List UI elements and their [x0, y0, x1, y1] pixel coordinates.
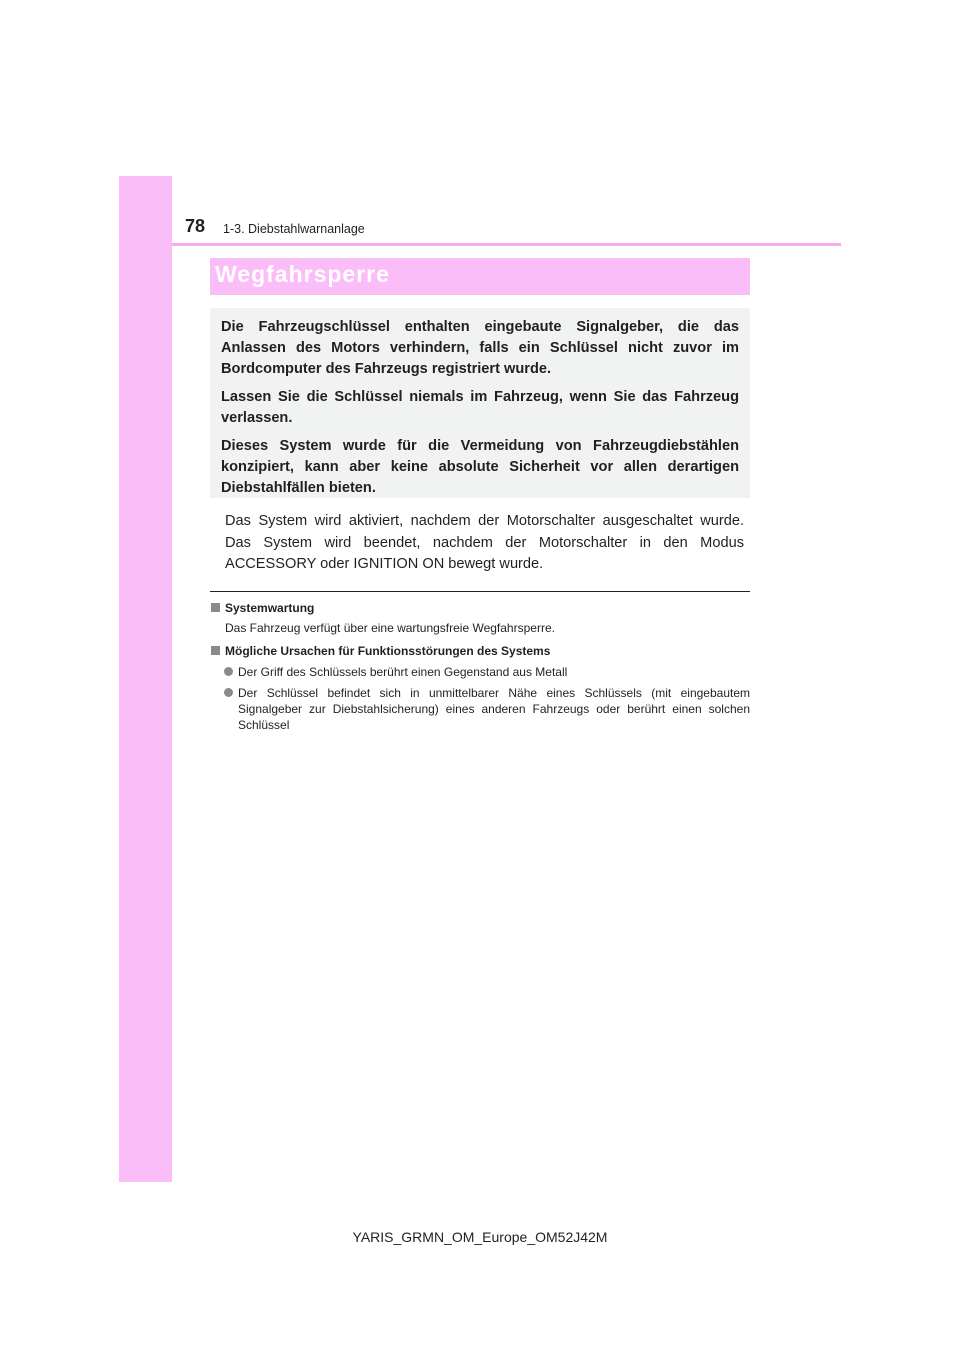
note-text: Das Fahrzeug verfügt über eine wartungsfreie Wegfahrsperre. [225, 621, 555, 635]
section-reference: 1-3. Diebstahlwarnanlage [223, 222, 365, 236]
circle-bullet-icon [224, 688, 233, 697]
info-box [210, 308, 750, 498]
list-item [210, 664, 750, 680]
title-bar [210, 258, 750, 295]
note-heading-causes [210, 643, 750, 659]
header-divider [172, 243, 841, 246]
notes-section [210, 600, 750, 733]
square-bullet-icon [211, 646, 220, 655]
note-heading-maintenance [210, 600, 750, 616]
chapter-tab-band [119, 176, 172, 1182]
info-paragraph: Die Fahrzeugschlüssel enthalten eingebaute Signalgeber, die das Anlassen des Motors verhindern, falls ein Schlüssel nicht zuvor im Bordcomputer des Fahrzeugs registriert wurde. [221, 319, 739, 377]
note-heading-text: Systemwartung [225, 601, 315, 615]
document-code-footer: YARIS_GRMN_OM_Europe_OM52J42M [352, 1229, 608, 1245]
info-paragraph: Lassen Sie die Schlüssel niemals im Fahrzeug, wenn Sie das Fahrzeug verlassen. [221, 389, 739, 426]
body-paragraph: Das System wird aktiviert, nachdem der Motorschalter ausgeschaltet wurde. Das System wird beendet, nachdem der Motorschalter in den Modus ACCESSORY oder IGNITION ON bewegt wurde. [225, 513, 744, 572]
page-number: 78 [185, 216, 206, 236]
page-title: Wegfahrsperre [215, 261, 390, 287]
info-paragraph: Dieses System wurde für die Vermeidung von Fahrzeugdiebstählen konzipiert, kann aber keine absolute Sicherheit vor allen derartigen Diebstahlfällen bieten. [221, 438, 739, 496]
list-item [210, 685, 750, 733]
square-bullet-icon [211, 603, 220, 612]
circle-bullet-icon [224, 667, 233, 676]
list-item-text: Der Griff des Schlüssels berührt einen Gegenstand aus Metall [238, 665, 568, 679]
notes-divider [210, 591, 750, 592]
list-item-text: Der Schlüssel befindet sich in unmittelbarer Nähe eines Schlüssels (mit eingebautem Signalgeber zur Diebstahlsicherung) eines anderen Fahrzeugs oder berührt einen solchen Schlüssel [238, 686, 750, 732]
note-heading-text: Mögliche Ursachen für Funktionsstörungen des Systems [225, 644, 551, 658]
